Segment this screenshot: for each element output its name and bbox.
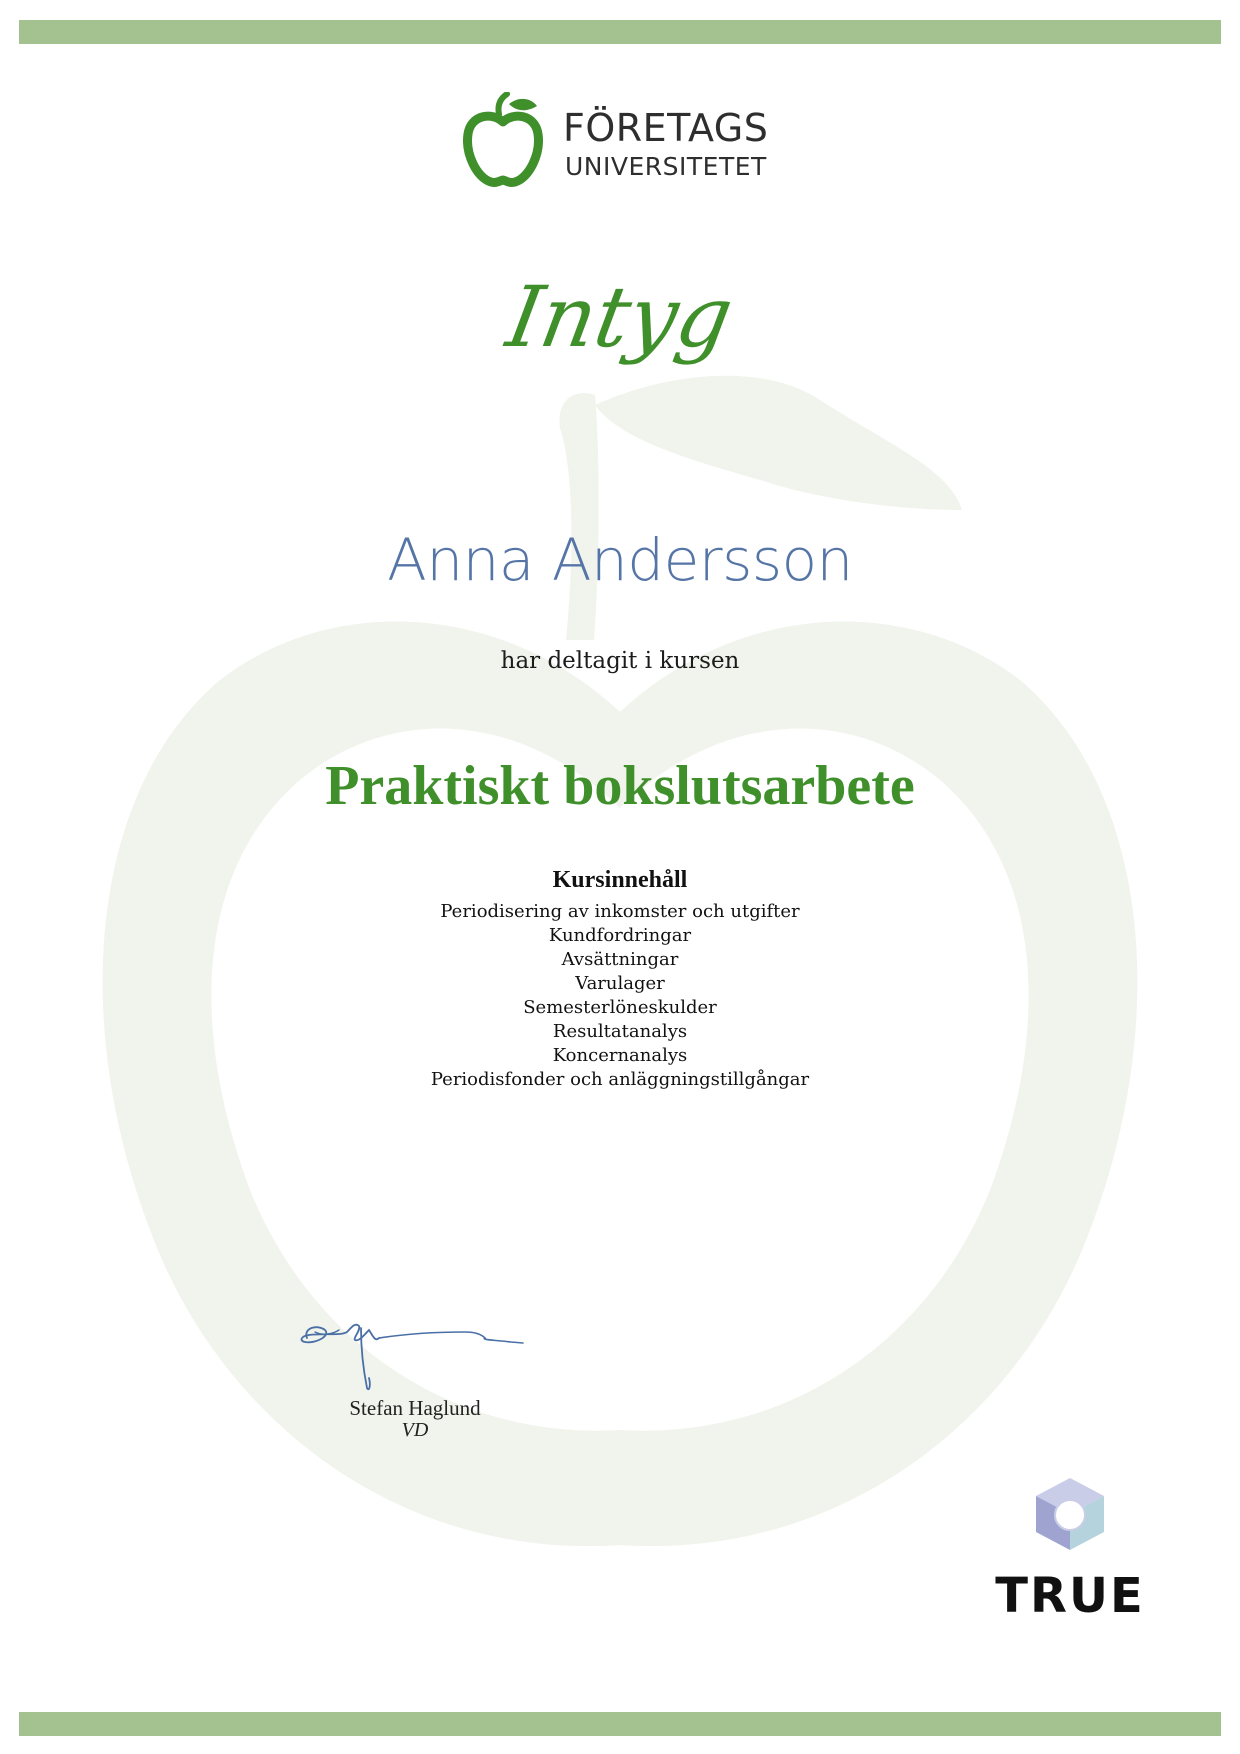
brand-name-line2: UNIVERSITETET — [565, 152, 767, 181]
signatory-title: VD — [401, 1419, 429, 1441]
list-item: Semesterlöneskulder — [523, 997, 717, 1018]
certificate-title: Intyg — [500, 268, 740, 366]
apple-logo-icon — [463, 92, 543, 188]
course-content-heading: Kursinnehåll — [552, 867, 688, 893]
list-item: Koncernanalys — [552, 1045, 688, 1066]
true-logo-text: TRUE — [995, 1568, 1145, 1624]
course-name: Praktiskt bokslutsarbete — [325, 755, 915, 817]
bottom-border-band — [19, 1712, 1221, 1736]
foretagsuniversitetet-logo — [463, 92, 803, 188]
course-content-list — [0, 900, 1240, 1092]
intro-text: har deltagit i kursen — [500, 648, 740, 674]
list-item: Kundfordringar — [548, 925, 692, 946]
list-item: Resultatanalys — [552, 1021, 688, 1042]
list-item: Varulager — [575, 973, 665, 994]
recipient-name: Anna Andersson — [387, 526, 853, 594]
signature-icon — [295, 1308, 535, 1398]
signatory-name: Stefan Haglund — [349, 1396, 481, 1420]
brand-name-line1: FÖRETAGS — [563, 106, 769, 150]
list-item: Avsättningar — [561, 949, 679, 970]
list-item: Periodisfonder och anläggningstillgångar — [430, 1069, 810, 1090]
true-cube-logo-icon — [1030, 1474, 1110, 1554]
list-item: Periodisering av inkomster och utgifter — [440, 901, 800, 922]
